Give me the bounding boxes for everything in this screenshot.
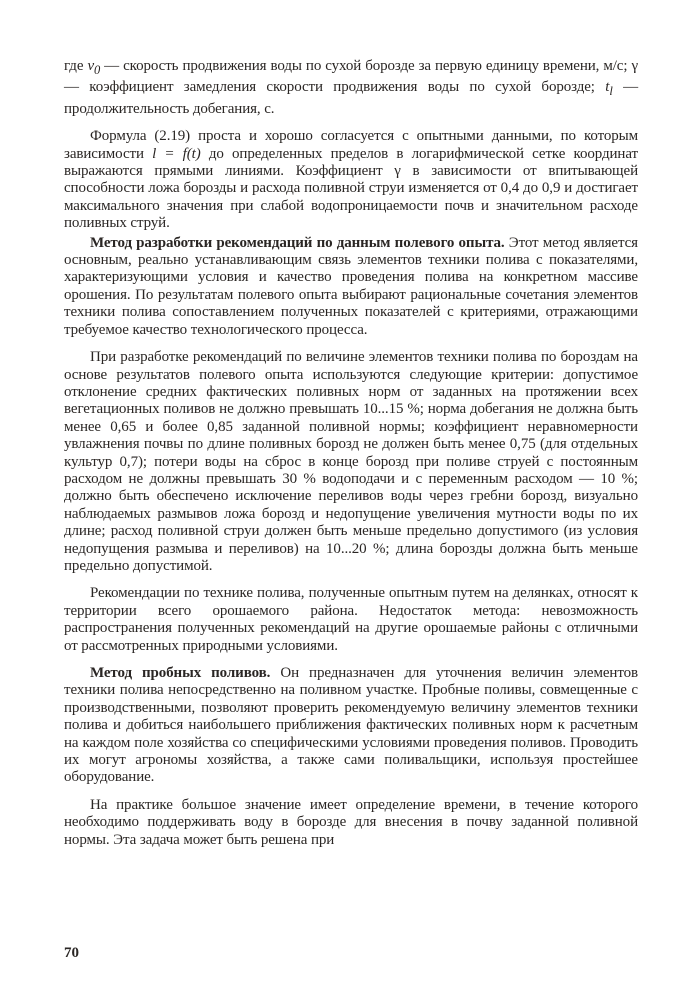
paragraph-criteria: При разработке рекомендаций по величине элементов техники полива по бороздам на основе результатов полевого опыта используются следующие критерии: допустимое отклонение средних фактических поливных норм от заданных на протяжении всех вегетационных поливов не должно превышать 10...15 %; норма добегания не должна быть менее 0,65 и более 0,85 заданной поливной нормы; коэффициент неравномерности увлажнения почвы по длине поливных борозд не должен быть менее 0,75 (для отдельных культур 0,7); потери воды на сброс в конце борозд при поливе струей с постоянным расходом не должны превышать 30 % водоподачи и с переменным расходом — 10 %; должно быть обеспечено исключение переливов воды через гребни борозд, визуально наблюдаемых размывов ложа борозд и недопущение увеличения мутности воды по их длине; расход поливной струи должен быть меньше предельно допустимого (из условия недопущения размыва и переливов) на 10...20 %; длина борозды должна быть меньше предельно допустимой. <box>64 349 638 574</box>
paragraph-formula-discussion: Формула (2.19) проста и хорошо согласуется с опытными данными, по которым зависимости l = f(t) до определенных пределов в логарифмической сетке координат выражаются прямыми линиями. Коэффициент γ в зависимости от впитывающей способности ложа борозды и расхода поливной струи изменяется от 0,4 до 0,9 и достигает максимального значения при слабой водопроницаемости почв и значительном расходе поливных струй. <box>64 128 638 232</box>
section-heading-trial-irrigation: Метод пробных поливов. <box>90 665 271 681</box>
paragraph-recommendations: Рекомендации по технике полива, полученные опытным путем на делянках, относят к территории всего орошаемого района. Недостаток метода: невозможность распространения полученных рекомендаций на другие орошаемые районы с отличными от рассмотренных природными условиями. <box>64 585 638 654</box>
page-number: 70 <box>64 945 79 961</box>
paragraph-practice: На практике большое значение имеет определение времени, в течение которого необходимо поддерживать воду в борозде для внесения в почву заданной поливной нормы. Эта задача может быть решена при <box>64 796 638 848</box>
paragraph-field-experiment-method: Метод разработки рекомендаций по данным полевого опыта. Этот метод является основным, реально устанавливающим связь элементов техники полива с показателями, характеризующими условия и качество проведения полива на конкретном массиве орошения. По результатам полевого опыта выбирают рациональные сочетания элементов техники полива сопоставлением полученных показателей с критериями, отражающими требуемое качество технологического процесса. <box>64 234 638 338</box>
document-page <box>64 58 638 849</box>
formula-l-f-t: l = f(t) <box>152 145 201 162</box>
paragraph-variable-definitions: где $v_0$ — скорость продвижения воды по сухой борозде за первую единицу времени, м/с; γ — коэффициент замедления скорости продвижения воды по сухой борозде; $t_l$ — продолжительность добегания, с. <box>64 58 638 117</box>
paragraph-trial-irrigation-method: Метод пробных поливов. Он предназначен для уточнения величин элементов техники полива непосредственно на поливном участке. Пробные поливы, совмещенные с производственными, позволяют проверить рекомендуемую величину элементов техники полива и добиться наибольшего приближения фактических поливных норм к расчетным на каждом поле хозяйства со специфическими условиями проведения поливов. Проводить их могут агрономы хозяйства, а также сами поливальщики, используя простейшее оборудование. <box>64 665 639 786</box>
symbol-tl: $t_l$ <box>605 79 613 99</box>
symbol-v0: $v_0$ <box>87 58 101 77</box>
section-heading-field-experiment: Метод разработки рекомендаций по данным полевого опыта. <box>90 234 505 251</box>
